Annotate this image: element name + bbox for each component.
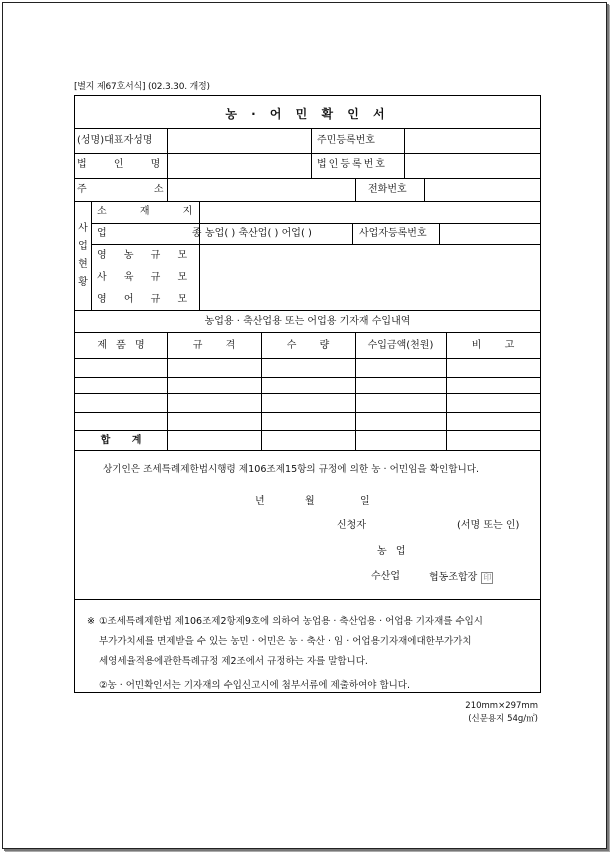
- business-reg-number-field[interactable]: [440, 226, 539, 243]
- resident-number-label: 주민등록번호: [317, 135, 375, 146]
- note-2: ②농 · 어민확인서는 기자재의 수입신고시에 첨부서류에 제출하여야 합니다.: [99, 680, 411, 691]
- col-spec: 규 격: [192, 340, 236, 351]
- scale-field[interactable]: [200, 246, 539, 309]
- note-1-line-1: ①조세특례제한법 제106조제2항제9호에 의하여 농업용 · 축산업용 · 어업용 기자재를 수입시: [99, 616, 483, 627]
- paper-size: 210mm×297mm: [465, 701, 538, 711]
- business-reg-number-label: 사업자등록번호: [359, 228, 427, 239]
- col-product-name: 제 품 명: [97, 340, 145, 351]
- applicant-label: 신청자: [337, 520, 366, 531]
- total-label: 합 계: [100, 435, 142, 446]
- note-mark: ※: [87, 616, 95, 627]
- location-label: 소 재 지: [97, 206, 193, 217]
- import-section-title: 농업용 · 축산업용 또는 어업용 기자재 수입내역: [204, 316, 411, 327]
- col-remarks: 비 고: [471, 340, 515, 351]
- location-field[interactable]: [200, 204, 539, 222]
- fishing-coop-label: 수산업: [371, 571, 400, 582]
- livestock-scale-label: 사 육 규 모: [97, 272, 188, 283]
- rep-name-label: (성명)대표자성명: [77, 135, 153, 146]
- address-label: 주 소: [77, 184, 164, 195]
- table-row[interactable]: [76, 413, 539, 429]
- resident-number-field[interactable]: [405, 132, 539, 152]
- date-month: 월: [305, 496, 315, 507]
- corp-name-field[interactable]: [168, 156, 311, 176]
- form-title: 농 · 어 민 확 인 서: [225, 107, 390, 121]
- note-1-line-2: 부가가치세를 면제받을 수 있는 농민 · 어민은 농 · 축산 · 임 · 어업용기자재에대한부가가치: [99, 636, 472, 647]
- table-row[interactable]: [76, 378, 539, 392]
- phone-label: 전화번호: [368, 184, 407, 195]
- date-year: 년: [255, 496, 265, 507]
- table-row[interactable]: [76, 394, 539, 411]
- fishing-scale-label: 영 어 규 모: [97, 294, 188, 305]
- paper-type: (신문용지 54g/㎡): [468, 714, 538, 724]
- corp-number-label: 법인등록번호: [317, 159, 387, 170]
- rep-name-field[interactable]: [168, 132, 311, 152]
- coop-head-label: 협동조합장 印: [429, 572, 492, 583]
- signature-label: (서명 또는 인): [457, 520, 520, 531]
- form-number-note: [별지 제67호서식] (02.3.30. 개정): [74, 82, 210, 92]
- business-status-label: 사업현황: [78, 223, 88, 288]
- confirmation-statement: 상기인은 조세특례제한법시행령 제106조제15항의 규정에 의한 농 · 어민임을 확인합니다.: [103, 464, 480, 475]
- table-row[interactable]: [76, 359, 539, 376]
- farming-coop-label: 농 업: [377, 546, 406, 557]
- corp-number-field[interactable]: [405, 156, 539, 176]
- note-1-line-3: 세영세율적용에관한특례규정 제2조에서 규정하는 자를 말합니다.: [99, 656, 368, 667]
- col-quantity: 수 량: [286, 340, 330, 351]
- total-row[interactable]: [168, 432, 539, 449]
- confirmation-form: [74, 95, 541, 693]
- phone-field[interactable]: [425, 181, 539, 200]
- business-type-options[interactable]: 농업( ) 축산업( ) 어업( ): [205, 228, 312, 239]
- farming-scale-label: 영 농 규 모: [97, 250, 188, 261]
- date-day: 일: [360, 496, 370, 507]
- seal-icon: 印: [483, 573, 492, 582]
- col-import-amount: 수입금액(천원): [367, 340, 434, 351]
- corp-name-label: 법 인 명: [77, 159, 161, 170]
- address-field[interactable]: [168, 181, 354, 200]
- business-type-label: 업 종: [97, 228, 202, 239]
